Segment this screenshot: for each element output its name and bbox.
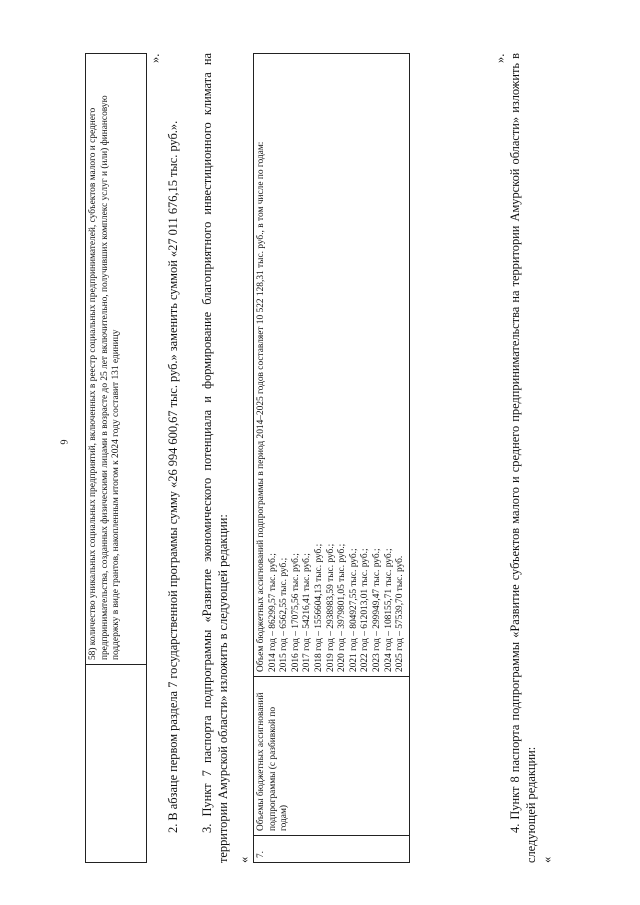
year-line: 2019 год – 2938983,59 тыс. руб.;	[325, 543, 336, 672]
table-cell-empty	[86, 665, 147, 863]
year-line: 2015 год – 6562,55 тыс. руб.;	[279, 557, 290, 672]
year-line: 2022 год – 612013,01 тыс. руб.;	[360, 548, 371, 672]
year-line: 2014 год – 86299,57 тыс. руб.;	[267, 553, 278, 672]
paragraph-4: 4. Пункт 8 паспорта подпрограммы «Развитие субъектов малого и среднего предпринимательства на территории Амурской области» изложить в следующей редакции:	[508, 53, 538, 863]
item-number: 7.	[256, 850, 266, 858]
paragraph-2: 2. В абзаце первом раздела 7 государственной программы сумму «26 994 600,67 тыс. руб.» заменить суммой «27 011 676,15 тыс. руб.».	[166, 120, 180, 833]
table-budget	[253, 53, 410, 863]
year-line: 2023 год – 299949,47 тыс. руб.;	[371, 548, 382, 672]
paragraph-3: 3. Пункт 7 паспорта подпрограммы «Развитие экономического потенциала и формирование благоприятного инвестиционного климата на территории Амурской области» изложить в следующей редакции:	[200, 53, 230, 863]
open-quote: «	[237, 856, 251, 863]
table-cell-values	[254, 54, 410, 677]
item-label: Объемы бюджетных ассигнований подпрограммы (с разбивкой по годам)	[256, 692, 290, 831]
table-row	[86, 54, 147, 863]
year-line: 2018 год – 1556604,13 тыс. руб.;	[313, 543, 324, 672]
table-continuation	[85, 53, 147, 863]
year-line: 2016 год – 17075,56 тыс. руб.;	[290, 553, 301, 672]
row-text: количество уникальных социальных предприятий, включенных в реестр социальных предпринимателей, субъектов малого и среднего предпринимательства, созданных физическими лицами в возрасте до 25 лет включительно, получивших комплекс услуг и (или) финансовую поддержку в виде грантов, накопленным итогом к 2024 году составит 131 единицу	[88, 95, 122, 661]
table-cell-text	[86, 54, 147, 665]
table-row	[254, 54, 410, 863]
budget-intro: Объем бюджетных ассигнований подпрограммы в период 2014–2025 годов составляет 10 522 128,31 тыс. руб., в том числе по годам:	[256, 141, 266, 672]
year-line: 2021 год – 804927,55 тыс. руб.;	[348, 548, 359, 672]
year-line: 2024 год – 108155,71 тыс. руб.;	[383, 548, 394, 672]
close-quote: ».	[148, 53, 162, 63]
year-line: 2017 год – 54216,41 тыс. руб.;	[302, 553, 313, 672]
rotated-content	[85, 43, 555, 863]
close-quote: ».	[493, 53, 507, 63]
row-number: 58)	[88, 647, 98, 661]
year-line: 2025 год – 57539,70 тыс. руб.	[395, 555, 406, 672]
year-line: 2020 год – 3979801,05 тыс. руб.;	[337, 543, 348, 672]
table-cell-label	[254, 677, 410, 836]
page-number: 6	[57, 439, 69, 445]
table-cell-number	[254, 836, 410, 863]
open-quote: «	[540, 856, 554, 863]
